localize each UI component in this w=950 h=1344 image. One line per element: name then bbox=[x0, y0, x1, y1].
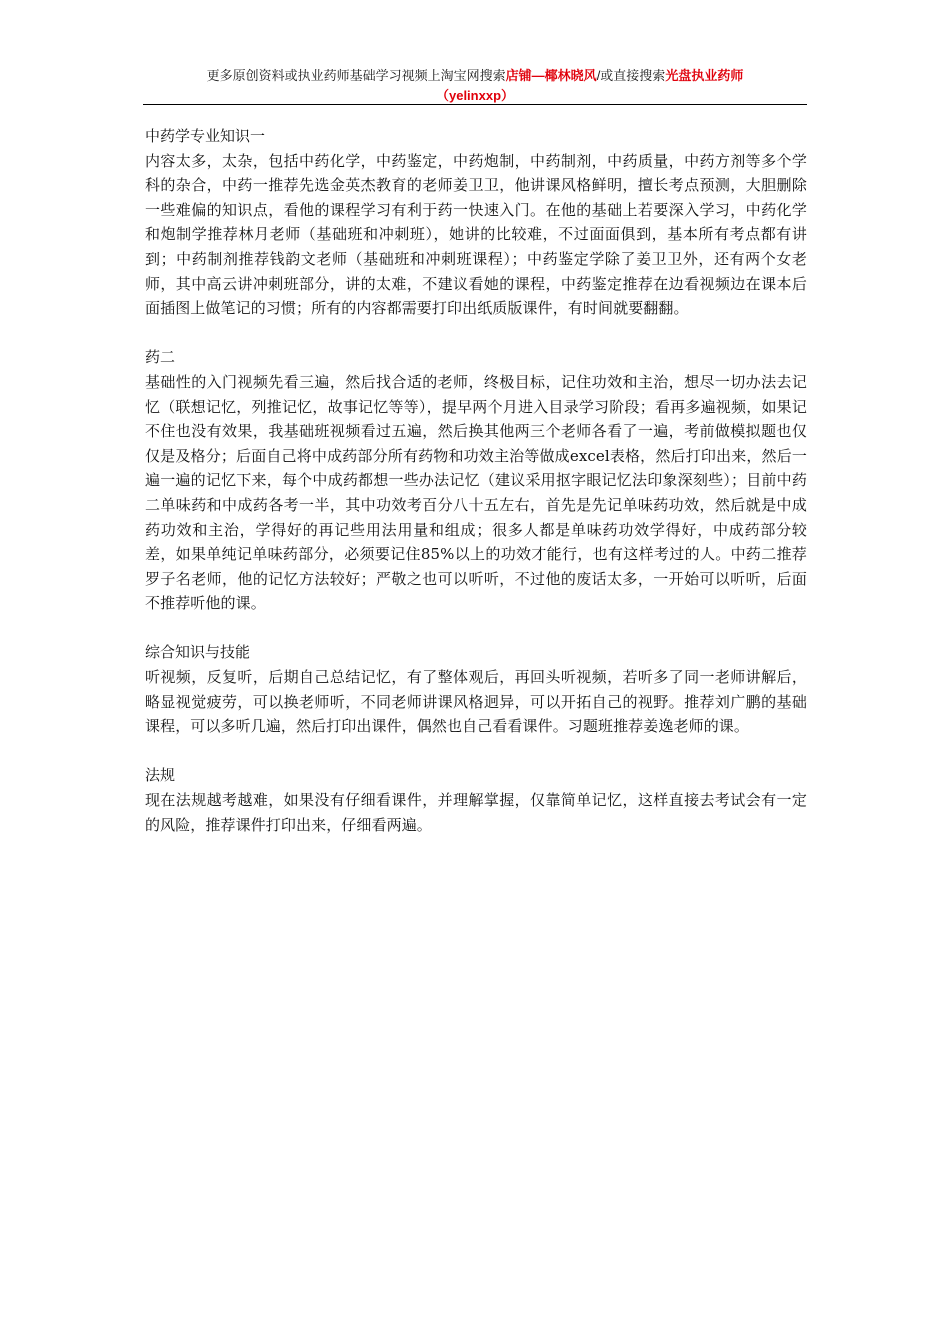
section-comprehensive-skills bbox=[145, 640, 807, 738]
header-prefix: 更多原创资料或执业药师基础学习视频上淘宝网搜索 bbox=[206, 68, 506, 83]
section-title: 法规 bbox=[145, 766, 176, 785]
section-title: 中药学专业知识一 bbox=[145, 127, 266, 145]
section-paragraph: 听视频，反复听，后期自己总结记忆，有了整体观后，再回头听视频，若听多了同一老师讲解后，略显视觉疲劳，可以换老师听，不同老师讲课风格迥异，可以开拓自己的视野。推荐刘广鹏的基础课程，可以多听几遍，然后打印出课件，偶然也自己看看课件。习题班推荐姜逸老师的课。 bbox=[145, 668, 807, 736]
section-tcm-2 bbox=[145, 345, 807, 616]
section-paragraph: 内容太多，太杂，包括中药化学，中药鉴定，中药炮制，中药制剂，中药质量，中药方剂等多个学科的杂合，中药一推荐先选金英杰教育的老师姜卫卫，他讲课风格鲜明，擅长考点预测，大胆删除一些难偏的知识点，看他的课程学习有利于药一快速入门。在他的基础上若要深入学习，中药化学和炮制学推荐林月老师（基础班和冲刺班），她讲的比较难，不过面面俱到，基本所有考点都有讲到；中药制剂推荐钱韵文老师（基础班和冲刺班课程）；中药鉴定学除了姜卫卫外，还有两个女老师，其中高云讲冲刺班部分，讲的太难，不建议看她的课程，中药鉴定推荐在边看视频边在课本后面插图上做笔记的习惯；所有的内容都需要打印出纸质版课件，有时间就要翻翻。 bbox=[145, 151, 807, 318]
document-body bbox=[145, 124, 807, 862]
header-shop-id: （yelinxxp） bbox=[435, 88, 515, 103]
header-line-1 bbox=[143, 66, 807, 86]
section-paragraph: 基础性的入门视频先看三遍，然后找合适的老师，终极目标，记住功效和主治，想尽一切办法去记忆（联想记忆，列推记忆，故事记忆等等），提早两个月进入目录学习阶段；看再多遍视频，如果记不住也没有效果，我基础班视频看过五遍，然后换其他两三个老师各看了一遍，考前做模拟题也仅仅是及格分；后面自己将中成药部分所有药物和功效主治等做成excel表格，然后打印出来，然后一遍一遍的记忆下来，每个中成药都想一些办法记忆（建议采用抠字眼记忆法印象深刻些）；目前中药二单味药和中成药各考一半，其中功效考百分八十五左右，首先是先记单味药功效，然后就是中成药功效和主治，学得好的再记些用法用量和组成；很多人都是单味药功效学得好，中成药部分较差，如果单纯记单味药部分，必须要记住85%以上的功效才能行，也有这样考过的人。中药二推荐罗子名老师，他的记忆方法较好；严敬之也可以听听，不过他的废话太多，一开始可以听听，后面不推荐听他的课。 bbox=[145, 372, 807, 613]
section-tcm-knowledge-1 bbox=[145, 124, 807, 321]
header-mid: /或直接搜索 bbox=[596, 68, 666, 83]
header-divider bbox=[143, 104, 807, 105]
section-paragraph: 现在法规越考越难，如果没有仔细看课件，并理解掌握，仅靠简单记忆，这样直接去考试会有一定的风险，推荐课件打印出来，仔细看两遍。 bbox=[145, 791, 807, 834]
header-search-term: 光盘执业药师 bbox=[665, 68, 744, 83]
section-regulations bbox=[145, 763, 807, 837]
header-shop-name: 店铺—椰林晓风 bbox=[505, 68, 597, 83]
section-title: 药二 bbox=[145, 348, 176, 367]
section-title: 综合知识与技能 bbox=[145, 643, 251, 662]
page-header bbox=[143, 66, 807, 106]
